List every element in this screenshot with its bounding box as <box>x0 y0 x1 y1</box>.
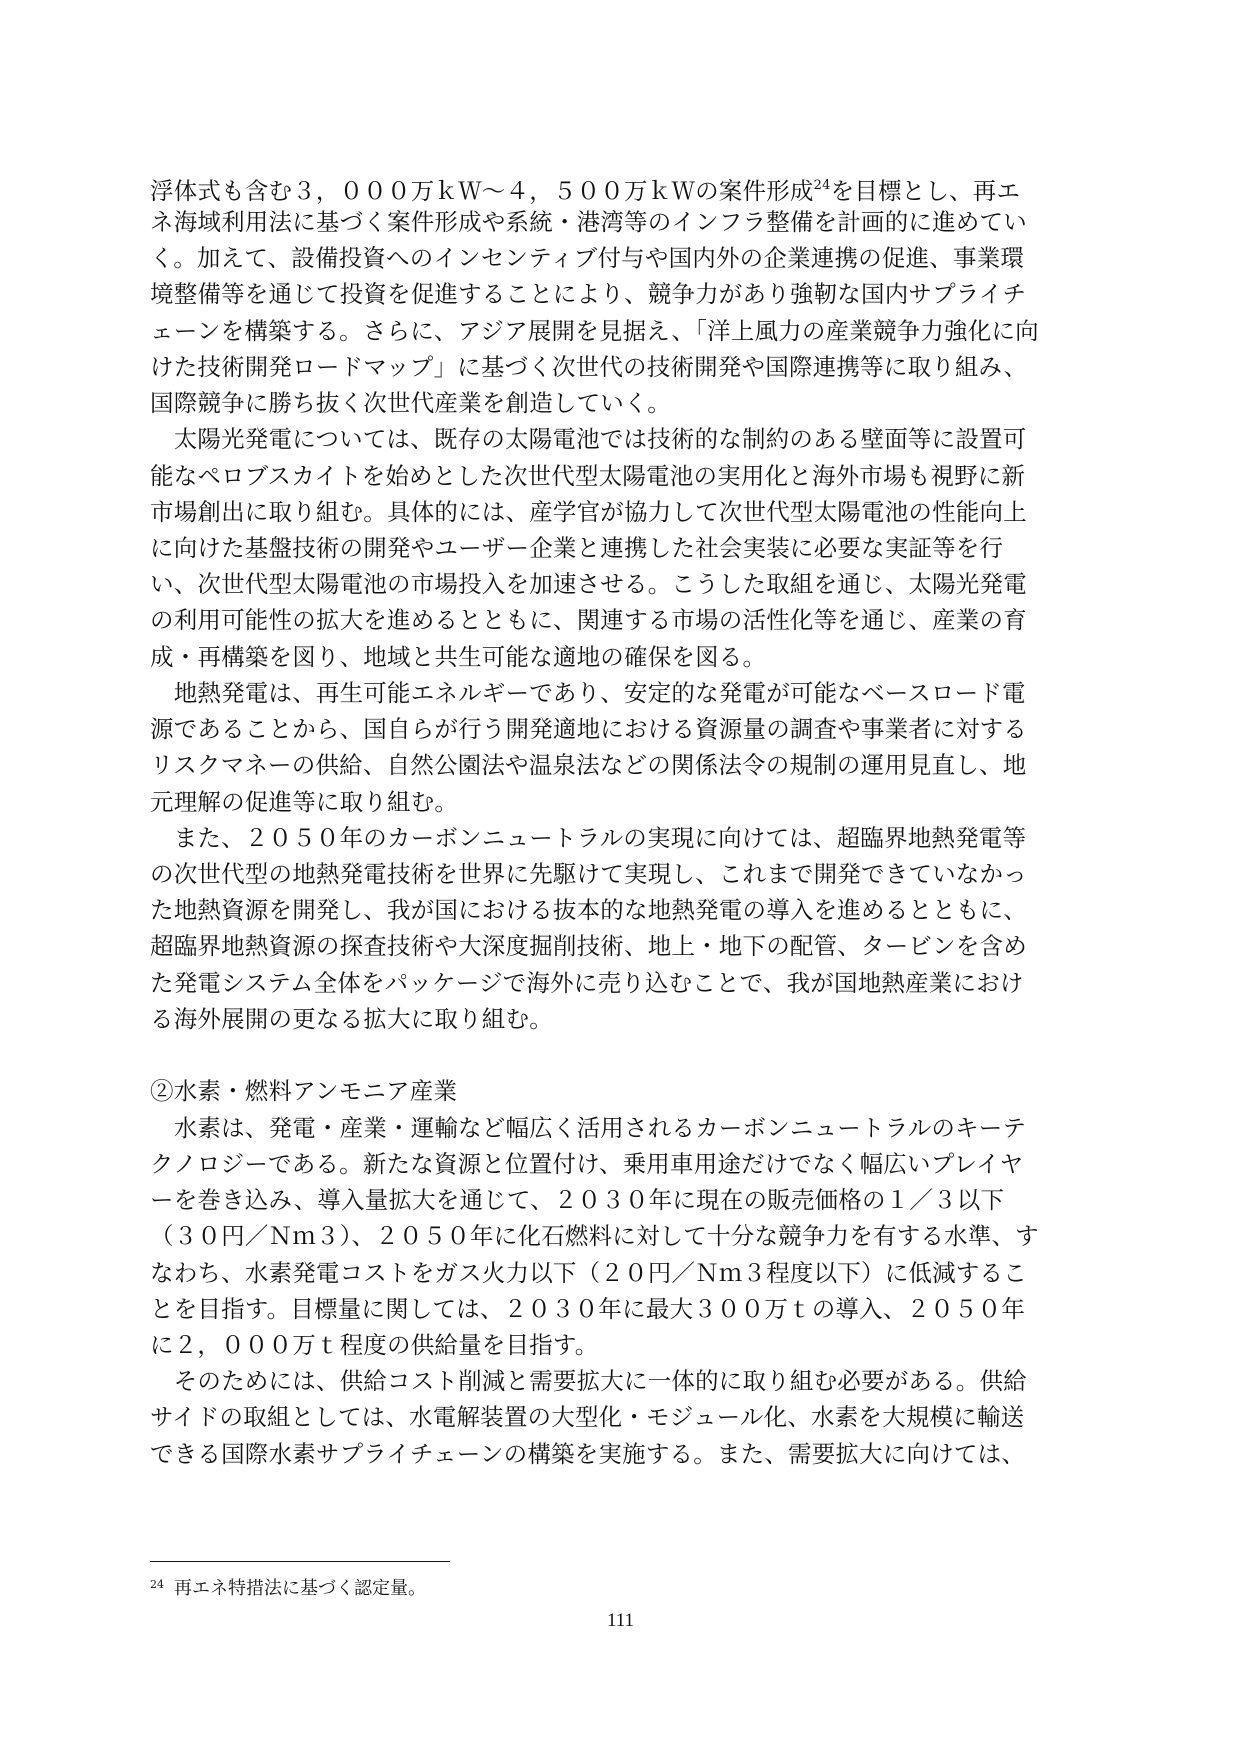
text-line: なわち、水素発電コストをガス火力以下（２０円／Ｎｍ３程度以下）に低減するこ <box>150 1259 1027 1287</box>
text-line: 地熱発電は、再生可能エネルギーであり、安定的な発電が可能なベースロード電 <box>150 679 1026 707</box>
footnote <box>150 1572 426 1598</box>
text-line: た地熱資源を開発し、我が国における抜本的な地熱発電の導入を進めるとともに、 <box>150 896 1027 924</box>
footnote-divider <box>150 1561 450 1562</box>
text-line: の利用可能性の拡大を進めるとともに、関連する市場の活性化等を通じ、産業の育 <box>150 606 1027 634</box>
text-line: の次世代型の地熱発電技術を世界に先駆けて実現し、これまで開発できていなかっ <box>150 860 1027 888</box>
text-line: に向けた基盤技術の開発やユーザー企業と連携した社会実装に必要な実証等を行 <box>150 534 1004 562</box>
text-line: ーを巻き込み、導入量拡大を通じて、２０３０年に現在の販売価格の１／３以下 <box>150 1186 1005 1214</box>
text-line: 国際競争に勝ち抜く次世代産業を創造していく。 <box>150 389 671 417</box>
text-line: できる国際水素サプライチェーンの構築を実施する。また、需要拡大に向けては、 <box>150 1440 1026 1468</box>
text-line: た発電システム全体をパッケージで海外に売り込むことで、我が国地熱産業におけ <box>150 969 1024 997</box>
text-line: 浮体式も含む３，０００万ｋＷ〜４，５００万ｋＷの案件形成$^{24}$を目標とし、再エ <box>150 177 1021 205</box>
text-line: けた技術開発ロードマップ」に基づく次世代の技術開発や国際連携等に取り組み、 <box>150 353 1028 381</box>
text-line: 元理解の促進等に取り組む。 <box>150 788 459 816</box>
text-line: （３０円／Ｎｍ３）、２０５０年に化石燃料に対して十分な競争力を有する水準、す <box>150 1222 1039 1250</box>
text-line: い、次世代型太陽電池の市場投入を加速させる。こうした取組を通じ、太陽光発電 <box>150 570 1027 598</box>
text-line: また、２０５０年のカーボンニュートラルの実現に向けては、超臨界地熱発電等 <box>150 824 1027 852</box>
text-line: そのためには、供給コスト削減と需要拡大に一体的に取り組む必要がある。供給 <box>150 1367 1027 1395</box>
page-number: 111 <box>606 1610 635 1631</box>
text-line: リスクマネーの供給、自然公園法や温泉法などの関係法令の規制の運用見直し、地 <box>150 751 1027 779</box>
text-line: る海外展開の更なる拡大に取り組む。 <box>150 1005 553 1033</box>
text-line: 水素は、発電・産業・運輸など幅広く活用されるカーボンニュートラルのキーテ <box>150 1114 1027 1142</box>
text-line: サイドの取組としては、水電解装置の大型化・モジュール化、水素を大規模に輸送 <box>150 1403 1025 1431</box>
footnote-reference[interactable]: 24 <box>813 178 831 193</box>
footnote-text: 再エネ特措法に基づく認定量。 <box>174 1578 426 1599</box>
text-line: ェーンを構築する。さらに、アジア展開を見据え、「洋上風力の産業競争力強化に向 <box>150 317 1039 345</box>
text-line: 太陽光発電については、既存の太陽電池では技術的な制約のある壁面等に設置可 <box>150 425 1027 453</box>
text-line: クノロジーである。新たな資源と位置付け、乗用車用途だけでなく幅広いプレイヤ <box>150 1150 1024 1178</box>
text-line: ネ海域利用法に基づく案件形成や系統・港湾等のインフラ整備を計画的に進めてい <box>150 208 1027 236</box>
text-line: 成・再構築を図り、地域と共生可能な適地の確保を図る。 <box>150 643 767 671</box>
text-line: 超臨界地熱資源の探査技術や大深度掘削技術、地上・地下の配管、タービンを含め <box>150 932 1027 960</box>
text-line: とを目指す。目標量に関しては、２０３０年に最大３００万ｔの導入、２０５０年 <box>150 1295 1026 1323</box>
text-line: に２，０００万ｔ程度の供給量を目指す。 <box>150 1331 599 1359</box>
footnote-number: 24 <box>150 1578 164 1591</box>
text-line: く。加えて、設備投資へのインセンティブ付与や国内外の企業連携の促進、事業環 <box>150 244 1025 272</box>
section-heading: ②水素・燃料アンモニア産業 <box>150 1077 458 1105</box>
text-line: 能なペロブスカイトを始めとした次世代型太陽電池の実用化と海外市場も視野に新 <box>150 462 1026 490</box>
text-line: 源であることから、国自らが行う開発適地における資源量の調査や事業者に対する <box>150 715 1027 743</box>
text-line: 境整備等を通じて投資を促進することにより、競争力があり強靭な国内サプライチ <box>150 280 1027 308</box>
text-line: 市場創出に取り組む。具体的には、産学官が協力して次世代型太陽電池の性能向上 <box>150 498 1027 526</box>
